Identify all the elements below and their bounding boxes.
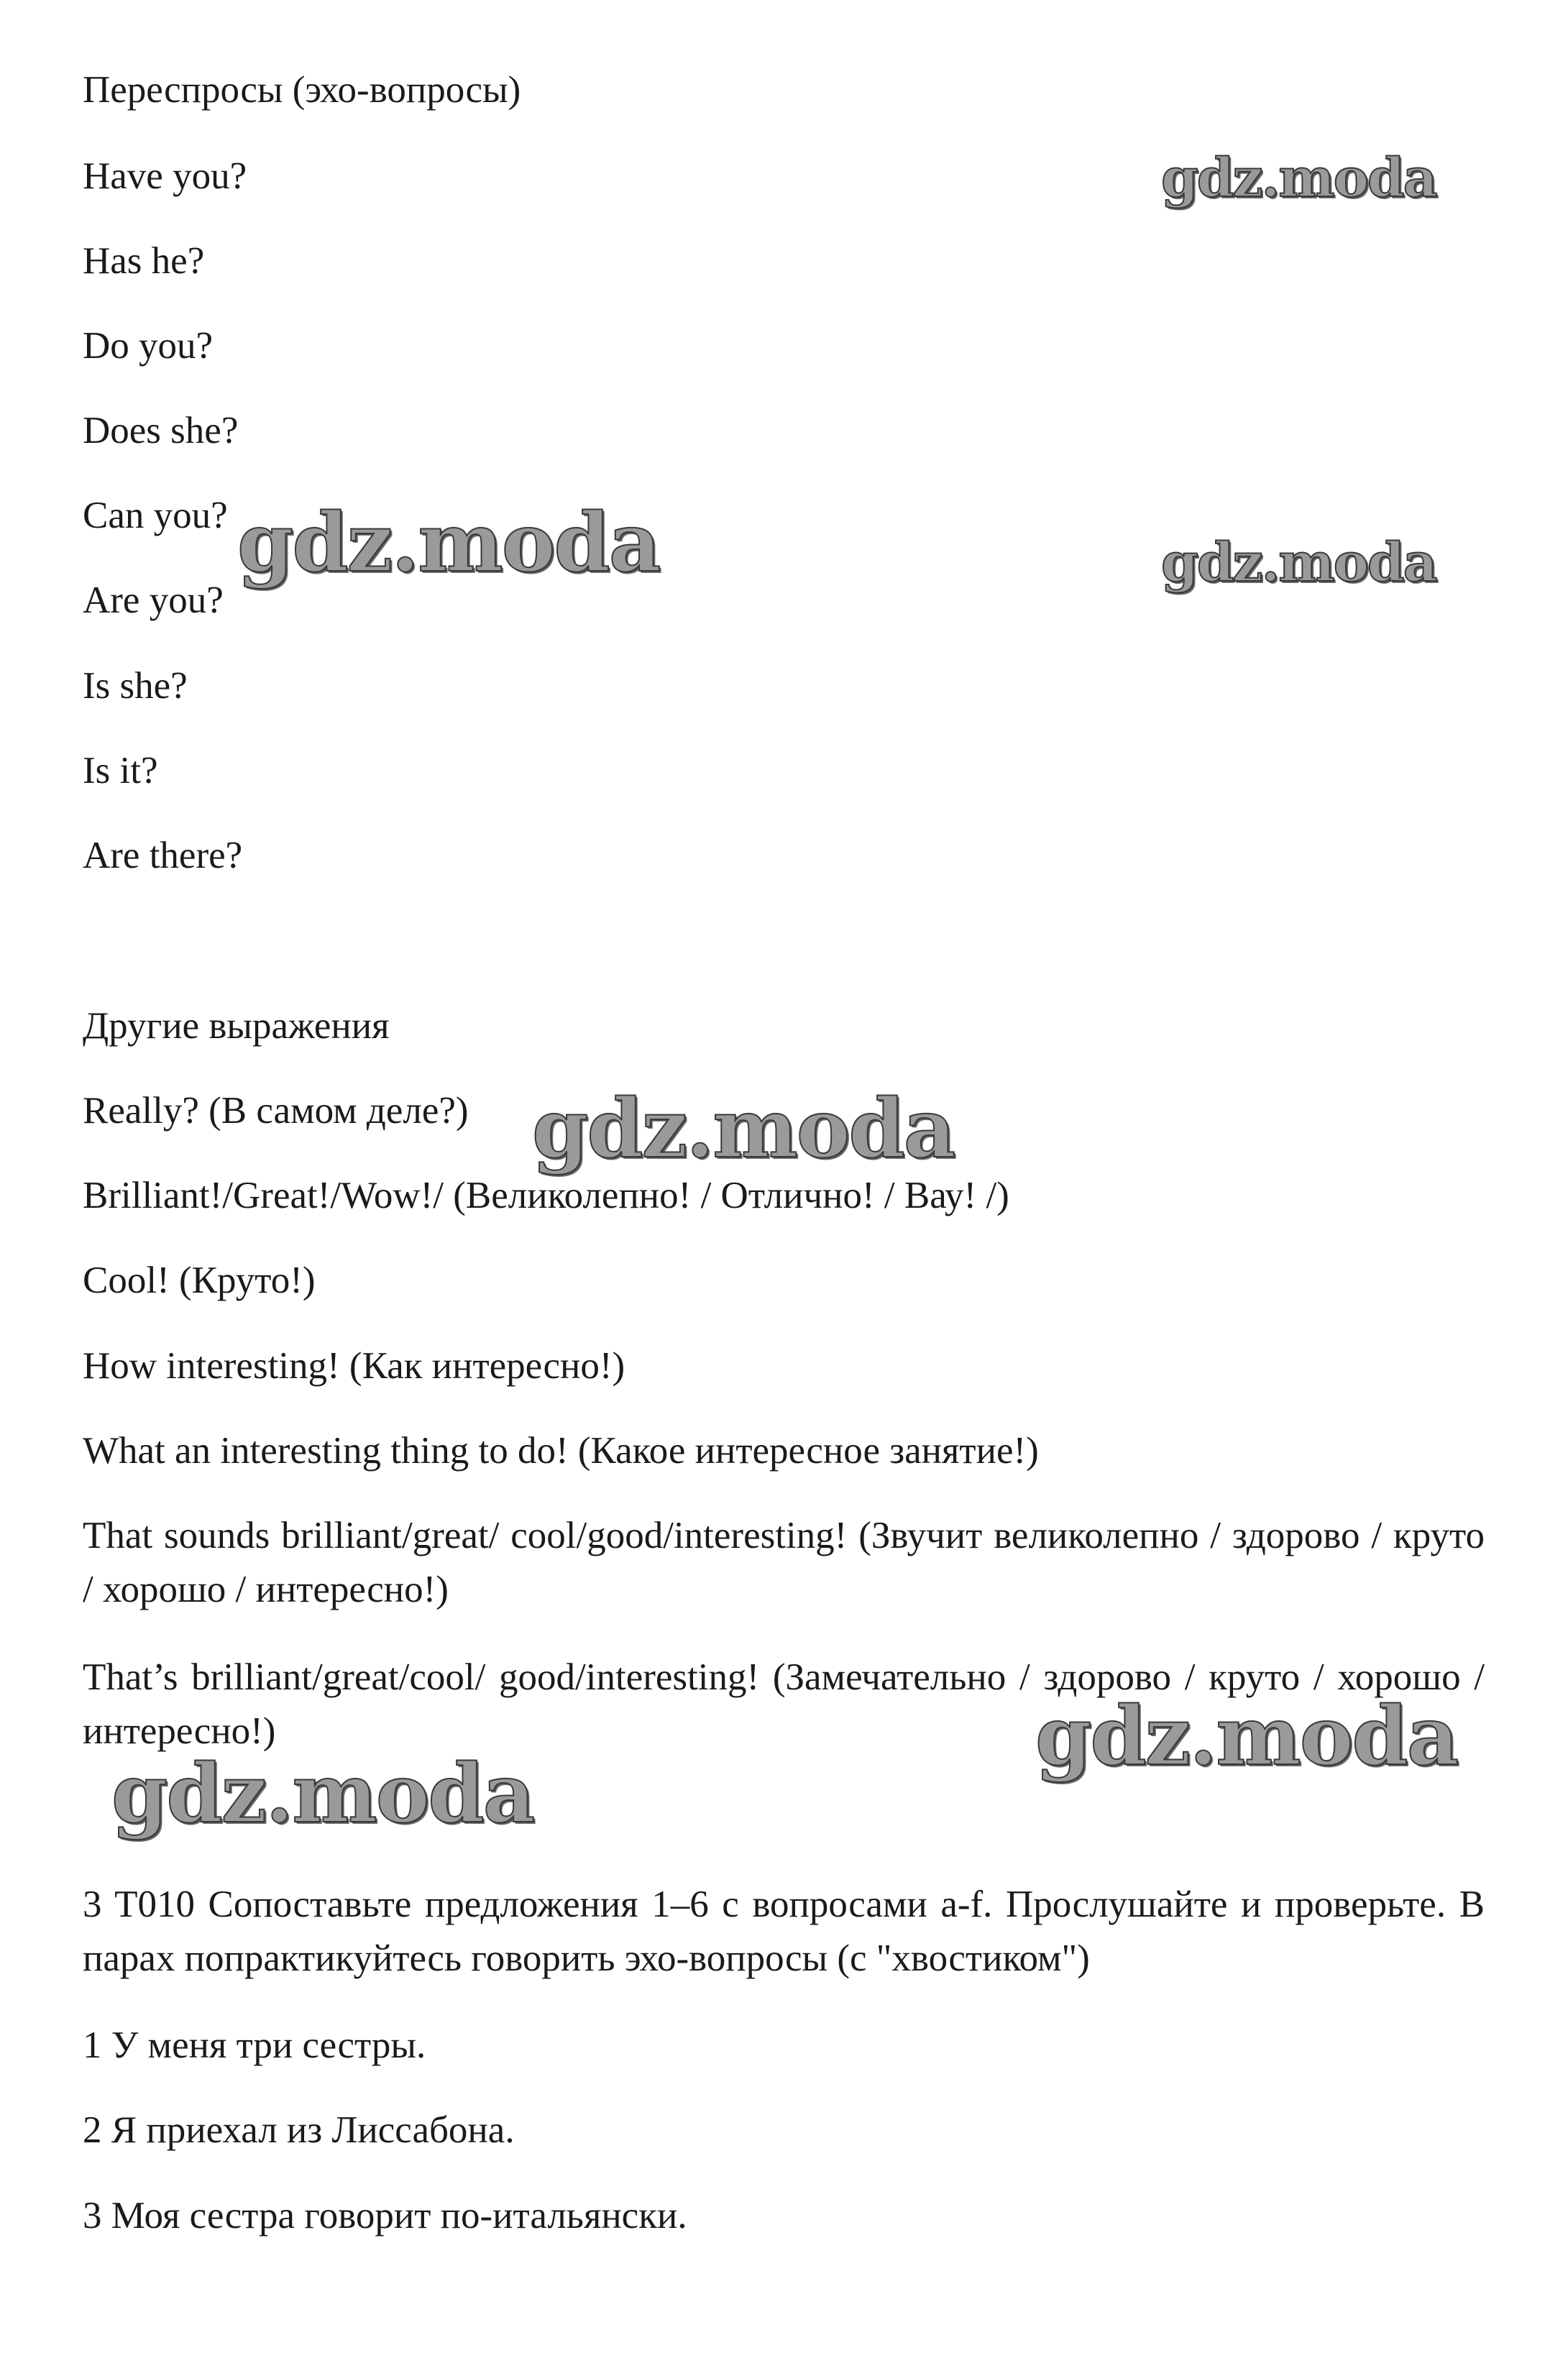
exercise-sentence: 2 Я приехал из Лиссабона.: [83, 2109, 515, 2151]
expression-item: That sounds brilliant/great/ cool/good/interesting! (Звучит великолепно / здорово / круто / хорошо / интересно!): [83, 1515, 1485, 1610]
echo-question-item: Can you?: [83, 495, 228, 536]
echo-question-item: Is she?: [83, 665, 188, 707]
expression-item: Cool! (Круто!): [83, 1260, 316, 1301]
watermark-logo: gdz.moda: [111, 1747, 534, 1841]
echo-question-item: Has he?: [83, 240, 205, 282]
echo-question-item: Does she?: [83, 410, 239, 451]
expression-item: Really? (В самом деле?): [83, 1090, 469, 1132]
expression-item: How interesting! (Как интересно!): [83, 1345, 625, 1387]
echo-question-item: Is it?: [83, 750, 158, 792]
exercise-sentence: 3 Моя сестра говорит по-итальянски.: [83, 2195, 687, 2237]
expression-item: Brilliant!/Great!/Wow!/ (Великолепно! / Отлично! / Вау! /): [83, 1175, 1009, 1216]
exercise-instruction: 3 T010 Сопоставьте предложения 1–6 с вопросами a-f. Прослушайте и проверьте. В парах попрактикуйтесь говорить эхо-вопросы (с "хвостиком"): [83, 1884, 1485, 1979]
watermark-logo: gdz.moda: [1035, 1689, 1458, 1784]
echo-question-item: Are you?: [83, 579, 224, 621]
watermark-logo: gdz.moda: [1161, 532, 1436, 594]
watermark-logo: gdz.moda: [1161, 147, 1436, 209]
expression-item: What an interesting thing to do! (Какое интересное занятие!): [83, 1430, 1039, 1472]
expression-item: That’s brilliant/great/cool/ good/interesting! (Замечательно / здорово / круто / хорошо / интересно!): [83, 1656, 1485, 1752]
echo-question-item: Are there?: [83, 835, 243, 876]
section-heading-echo-questions: Переспросы (эхо-вопросы): [83, 69, 521, 111]
echo-question-item: Do you?: [83, 325, 214, 367]
watermark-logo: gdz.moda: [237, 496, 660, 590]
echo-question-item: Have you?: [83, 155, 247, 197]
exercise-sentence: 1 У меня три сестры.: [83, 2024, 426, 2066]
section-heading-other-expressions: Другие выражения: [83, 1005, 390, 1047]
watermark-logo: gdz.moda: [532, 1082, 955, 1176]
